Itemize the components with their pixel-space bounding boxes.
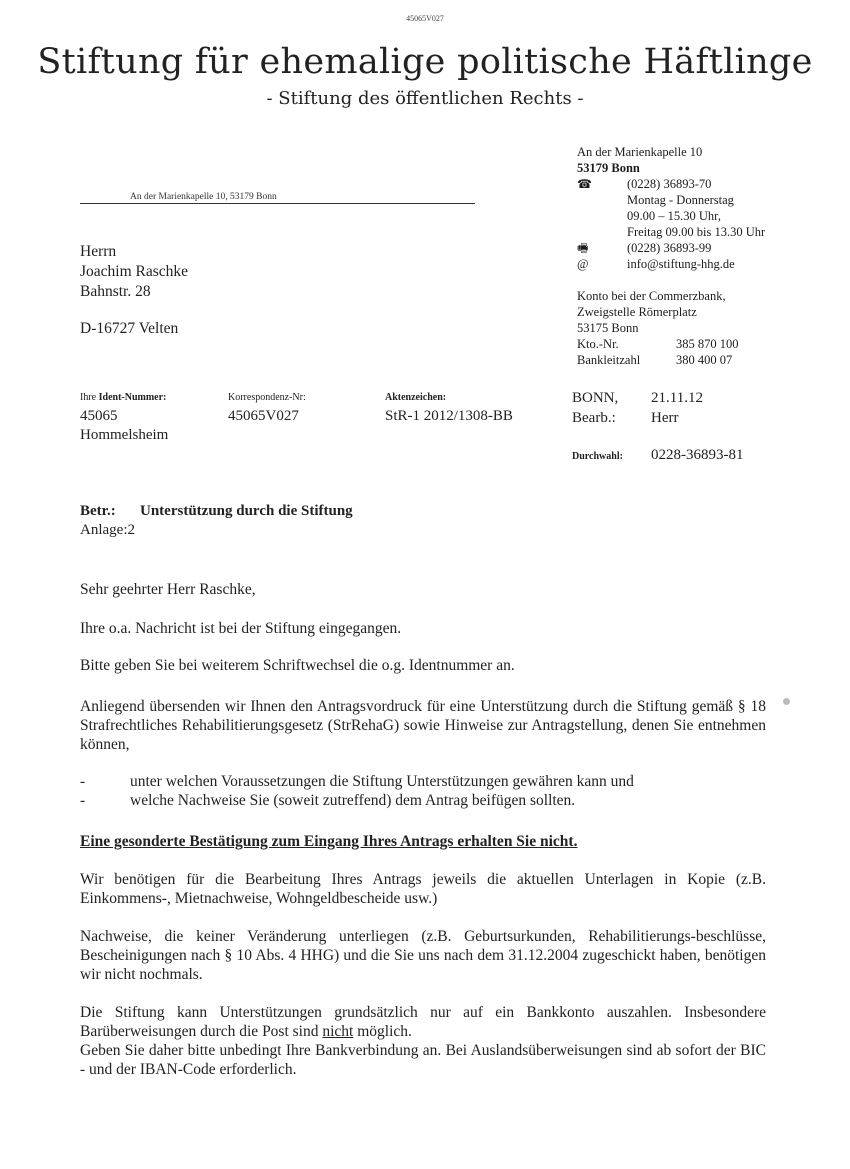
bank-name: Konto bei der Commerzbank,: [577, 289, 726, 303]
direct-dial-value: 0228-36893-81: [651, 447, 744, 463]
contact-phone-row: [577, 176, 711, 192]
contact-fax-row: [577, 240, 711, 256]
contact-email-row: [577, 256, 735, 272]
bank-code-value: 380 400 07: [676, 353, 733, 367]
bank-account-value: 385 870 100: [676, 337, 739, 351]
correspondence-label: Korrespondenz-Nr:: [228, 392, 306, 403]
email-symbol: @: [577, 257, 589, 271]
phone-icon: ☎: [577, 177, 592, 191]
paragraph-5: Nachweise, die keiner Veränderung unterliegen (z.B. Geburtsurkunden, Rehabilitierungs-beschlüsse, Bescheinigungen nach § 10 Abs. 4 HHG) und die Sie uns nach dem 31.12.2004 zugeschickt haben, benötigen wir nicht nochmals.: [80, 928, 766, 983]
ident-value: 45065: [80, 408, 118, 424]
sender-return-address: An der Marienkapelle 10, 53179 Bonn: [80, 192, 475, 204]
correspondence-value: 45065V027: [228, 408, 299, 424]
list-item-text: welche Nachweise Sie (soweit zutreffend) dem Antrag beifügen sollten.: [130, 792, 576, 809]
date: 21.11.12: [651, 390, 703, 406]
organization-subtitle: - Stiftung des öffentlichen Rechts -: [266, 88, 584, 109]
subject: Unterstützung durch die Stiftung: [140, 503, 353, 519]
contact-street: An der Marienkapelle 10: [577, 145, 703, 159]
bank-account-label: Kto.-Nr.: [577, 337, 619, 351]
ident-value-2: Hommelsheim: [80, 427, 169, 443]
emphasis-not: nicht: [322, 1023, 354, 1040]
bank-code-label: Bankleitzahl: [577, 353, 641, 367]
contact-email: info@stiftung-hhg.de: [627, 257, 735, 271]
office-hours-2: 09.00 – 15.30 Uhr,: [627, 209, 721, 223]
recipient-salutation: Herrn: [80, 243, 117, 260]
bank-city: 53175 Bonn: [577, 321, 639, 335]
attachment-note: Anlage:2: [80, 522, 135, 538]
subject-label: Betr.:: [80, 503, 116, 519]
direct-dial-label: Durchwahl:: [572, 451, 623, 462]
list-dash: -: [80, 792, 86, 809]
file-number-label: Aktenzeichen:: [385, 392, 447, 403]
document-reference: 45065V027: [406, 14, 444, 23]
paragraph-4: Wir benötigen für die Bearbeitung Ihres Antrags jeweils die aktuellen Unterlagen in Kopie (z.B. Einkommens-, Mietnachweise, Wohngeldbescheide usw.): [80, 871, 766, 907]
contact-fax: (0228) 36893-99: [627, 241, 712, 255]
office-hours-3: Freitag 09.00 bis 13.30 Uhr: [627, 225, 766, 239]
list-item-text: unter welchen Voraussetzungen die Stiftung Unterstützungen gewähren kann und: [130, 773, 634, 790]
contact-phone: (0228) 36893-70: [627, 177, 712, 191]
paragraph-1: Ihre o.a. Nachricht ist bei der Stiftung eingegangen.: [80, 620, 402, 637]
paragraph-6: Die Stiftung kann Unterstützungen grundsätzlich nur auf ein Bankkonto auszahlen. Insbesondere Barüberweisungen durch die Post sind nicht möglich.: [80, 1004, 766, 1040]
contact-city: 53179 Bonn: [577, 161, 640, 175]
recipient-city: D-16727 Velten: [80, 320, 179, 337]
place: BONN,: [572, 390, 619, 406]
fax-icon: 🖷: [577, 241, 589, 255]
clerk-label: Bearb.:: [572, 410, 616, 426]
office-hours-1: Montag - Donnerstag: [627, 193, 734, 207]
scan-artifact: [783, 698, 790, 705]
file-number-value: StR-1 2012/1308-BB: [385, 408, 513, 424]
greeting: Sehr geehrter Herr Raschke,: [80, 581, 256, 598]
list-dash: -: [80, 773, 86, 790]
clerk-value: Herr: [651, 410, 679, 426]
paragraph-2: Bitte geben Sie bei weiterem Schriftwechsel die o.g. Identnummer an.: [80, 657, 515, 674]
paragraph-7: Geben Sie daher bitte unbedingt Ihre Bankverbindung an. Bei Auslandsüberweisungen sind ab sofort der BIC - und der IBAN-Code erforderlich.: [80, 1042, 766, 1078]
notice: Eine gesonderte Bestätigung zum Eingang Ihres Antrags erhalten Sie nicht.: [80, 833, 578, 850]
recipient-name: Joachim Raschke: [80, 263, 189, 280]
ident-label: Ihre Ident-Nummer:: [80, 392, 167, 403]
paragraph-3: Anliegend übersenden wir Ihnen den Antragsvordruck für eine Unterstützung durch die Stiftung gemäß § 18 Strafrechtliches Rehabilitierungsgesetz (StrRehaG) sowie Hinweise zur Antragstellung, denen Sie entnehmen können,: [80, 698, 766, 753]
recipient-street: Bahnstr. 28: [80, 283, 151, 300]
organization-title: Stiftung für ehemalige politische Häftlinge: [37, 42, 813, 82]
bank-branch: Zweigstelle Römerplatz: [577, 305, 697, 319]
